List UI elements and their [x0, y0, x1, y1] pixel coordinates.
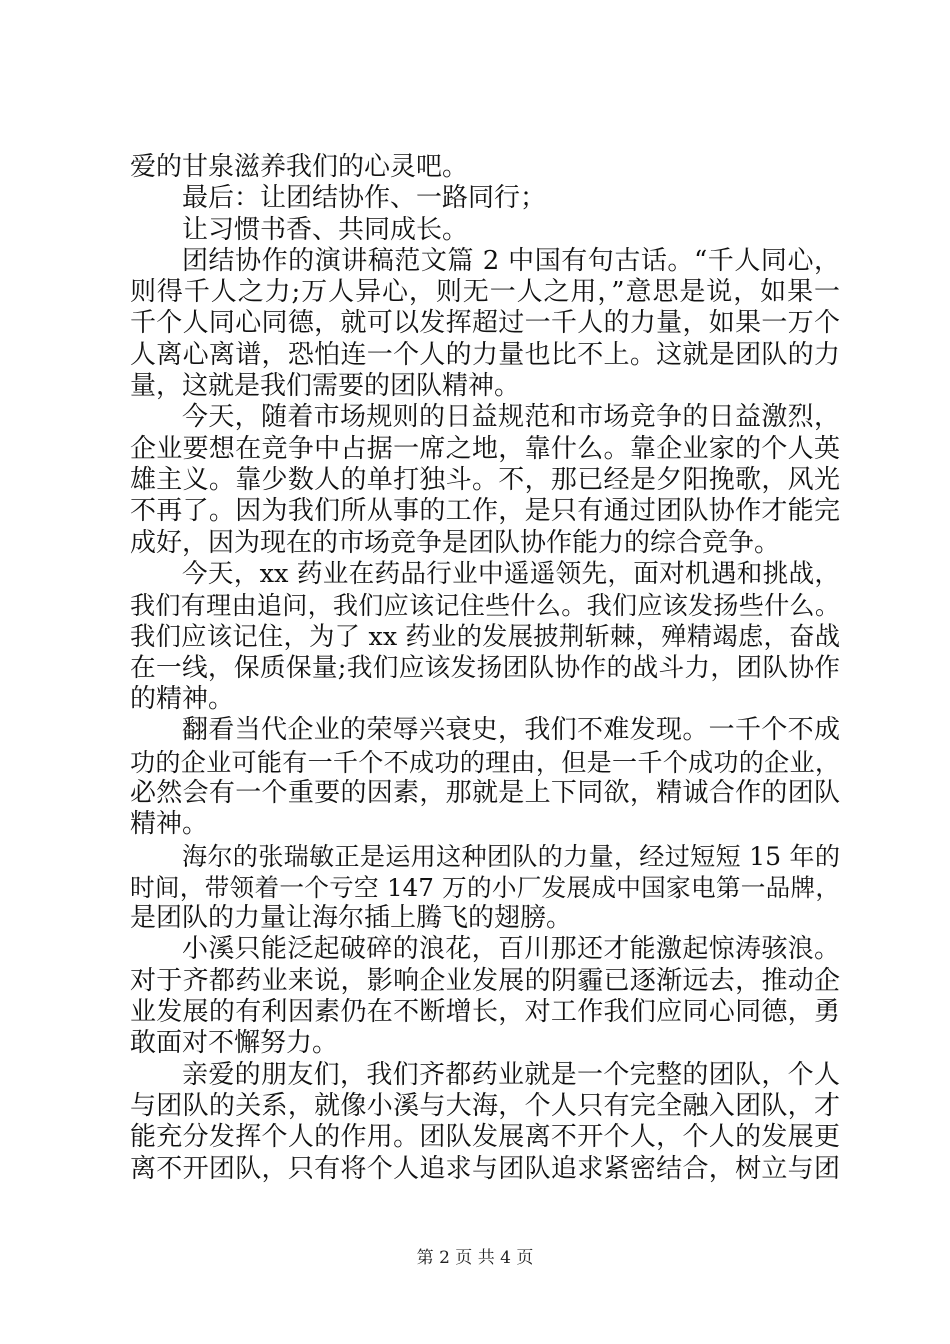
text-line: 我们有理由追问，我们应该记住些什么。我们应该发扬些什么。 — [130, 591, 840, 621]
text-line: 海尔的张瑞敏正是运用这种团队的力量，经过短短 15 年的 — [182, 841, 840, 871]
text-line: 与团队的关系，就像小溪与大海，个人只有完全融入团队，才 — [130, 1090, 840, 1121]
text-line: 不再了。因为我们所从事的工作，是只有通过团队协作才能完 — [130, 496, 840, 527]
document-body — [130, 152, 840, 1185]
text-line: 业发展的有利因素仍在不断增长，对工作我们应同心同德，勇 — [130, 997, 840, 1028]
text-line: 必然会有一个重要的因素，那就是上下同欲，精诚合作的团队 — [130, 777, 840, 808]
text-line: 则得千人之力;万人异心，则无一人之用，”意思是说，如果一 — [130, 277, 840, 308]
text-line: 对于齐都药业来说，影响企业发展的阴霾已逐渐远去，推动企 — [130, 965, 840, 996]
text-line: 量，这就是我们需要的团队精神。 — [130, 371, 521, 402]
text-line: 离不开团队，只有将个人追求与团队追求紧密结合，树立与团 — [130, 1153, 840, 1184]
text-line: 最后：让团结协作、一路同行； — [182, 183, 547, 214]
text-line: 亲爱的朋友们，我们齐都药业就是一个完整的团队，个人 — [182, 1059, 840, 1090]
text-line: 在一线，保质保量;我们应该发扬团队协作的战斗力，团队协作 — [130, 652, 840, 683]
text-line: 企业要想在竞争中占据一席之地，靠什么。靠企业家的个人英 — [130, 433, 840, 464]
text-line: 人离心离谱，恐怕连一个人的力量也比不上。这就是团队的力 — [130, 339, 840, 370]
text-line: 精神。 — [130, 809, 209, 840]
text-line: 功的企业可能有一千个不成功的理由，但是一千个成功的企业， — [130, 747, 840, 777]
text-line: 雄主义。靠少数人的单打独斗。不，那已经是夕阳挽歌，风光 — [130, 464, 840, 495]
text-line: 小溪只能泛起破碎的浪花，百川那还才能激起惊涛骇浪。 — [182, 934, 840, 965]
text-line: 成好，因为现在的市场竞争是团队协作能力的综合竞争。 — [130, 527, 781, 558]
text-line: 敢面对不懈努力。 — [130, 1028, 339, 1059]
text-line: 是团队的力量让海尔插上腾飞的翅膀。 — [130, 903, 573, 934]
text-line: 千个人同心同德，就可以发挥超过一千人的力量，如果一万个 — [130, 308, 840, 339]
text-line: 让习惯书香、共同成长。 — [182, 214, 469, 245]
text-line: 翻看当代企业的荣辱兴衰史，我们不难发现。一千个不成 — [182, 715, 840, 746]
text-line: 爱的甘泉滋养我们的心灵吧。 — [130, 152, 469, 182]
text-line: 团结协作的演讲稿范文篇 2 中国有句古话。“千人同心， — [182, 245, 840, 276]
text-line: 我们应该记住，为了 xx 药业的发展披荆斩棘，殚精竭虑，奋战 — [130, 622, 840, 652]
text-line: 时间，带领着一个亏空 147 万的小厂发展成中国家电第一品牌， — [130, 872, 840, 902]
text-line: 的精神。 — [130, 684, 235, 715]
text-line: 今天，随着市场规则的日益规范和市场竞争的日益激烈， — [182, 402, 840, 433]
text-line: 今天，xx 药业在药品行业中遥遥领先，面对机遇和挑战， — [182, 558, 840, 589]
text-line: 能充分发挥个人的作用。团队发展离不开个人，个人的发展更 — [130, 1122, 840, 1153]
page-footer: 第 2 页 共 4 页 — [416, 1248, 534, 1268]
